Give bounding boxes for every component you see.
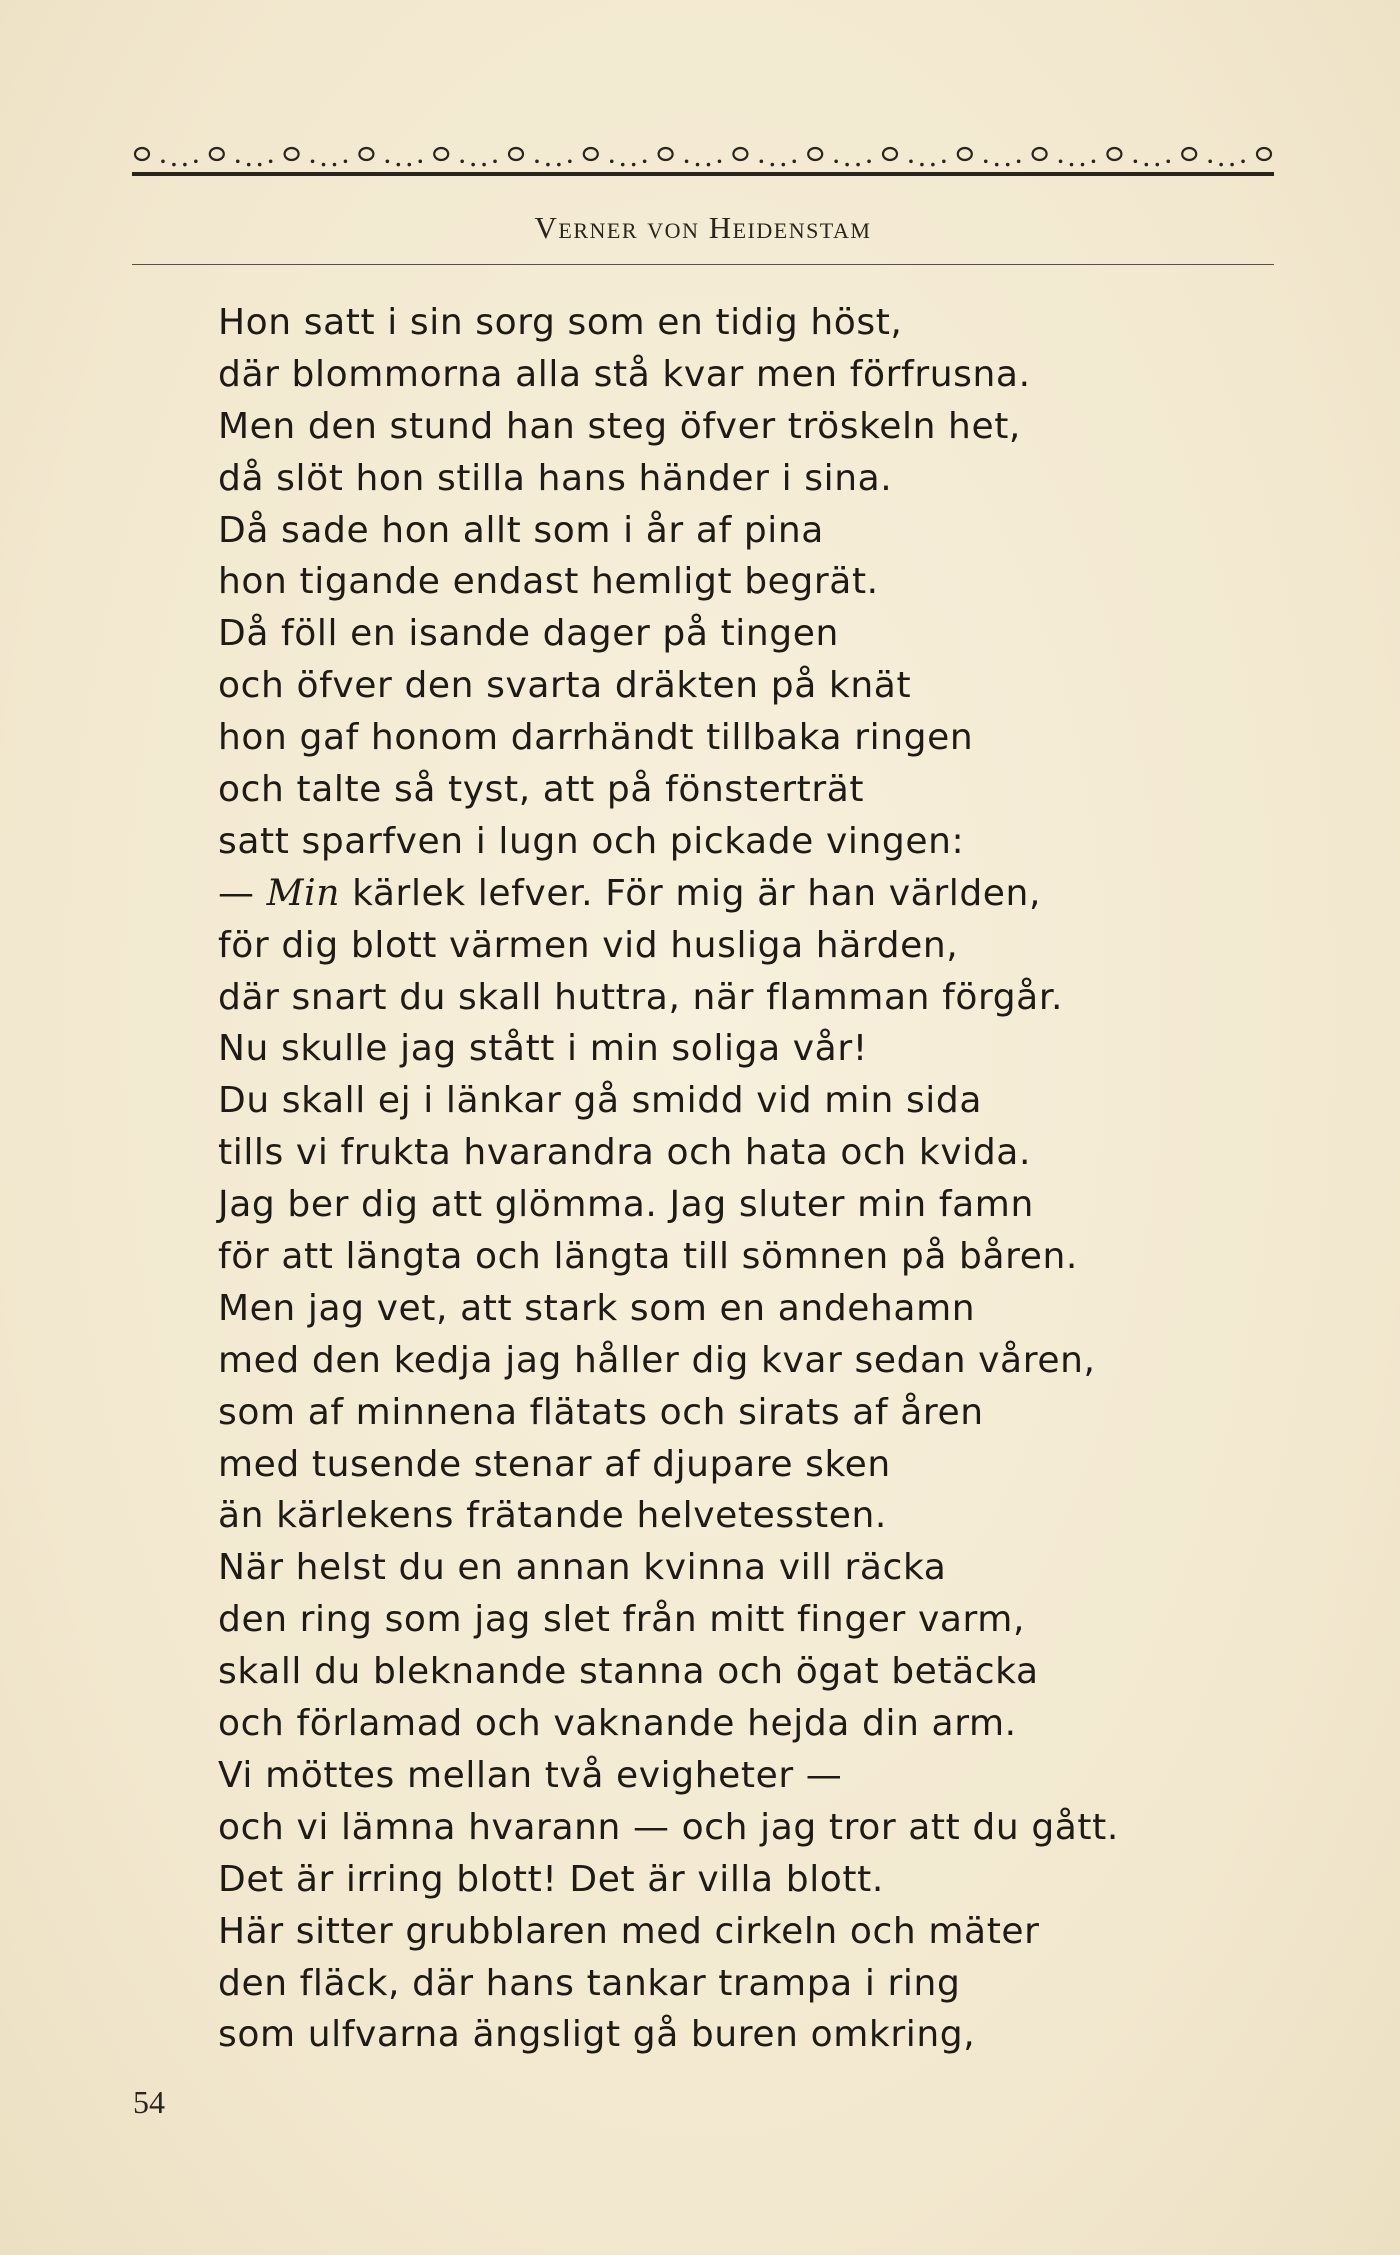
ornament-dot xyxy=(269,159,273,163)
ornament-dot xyxy=(931,163,935,167)
poem-line: den ring som jag slet från mitt finger varm, xyxy=(218,1599,1026,1641)
italic-word: Min xyxy=(266,872,341,914)
speech-line-text: kärlek lefver. För mig är han världen, xyxy=(352,872,1041,914)
ornament-dot xyxy=(942,159,946,163)
ornament-dot xyxy=(418,159,422,163)
poem-line: för att längta och längta till sömnen på båren. xyxy=(218,1236,1078,1278)
ornament-ring xyxy=(1182,148,1196,160)
ornament-dot xyxy=(1241,159,1245,163)
ornament-dot xyxy=(995,163,999,167)
page-number: 54 xyxy=(133,2084,165,2120)
ornament-dot xyxy=(834,159,838,163)
ornament-dot xyxy=(482,163,486,167)
ornament-dot xyxy=(1134,159,1138,163)
poem-line: Men den stund han steg öfver tröskeln het, xyxy=(218,405,1021,447)
ornament-dot xyxy=(792,159,796,163)
ornament-dot xyxy=(460,159,464,163)
poem-line: satt sparfven i lugn och pickade vingen: xyxy=(218,820,965,862)
ornament-ring xyxy=(733,148,747,160)
ornament-dot xyxy=(1059,159,1063,163)
ornament-ring xyxy=(1107,148,1121,160)
ornament-dot xyxy=(546,163,550,167)
ornament-dot xyxy=(568,159,572,163)
ornament-dot xyxy=(493,159,497,163)
ornament-dot xyxy=(621,163,625,167)
ornament-dot xyxy=(333,163,337,167)
ornament-dot xyxy=(1145,163,1149,167)
ornament-dot xyxy=(643,159,647,163)
poem-line: Det är irring blott! Det är villa blott. xyxy=(218,1858,884,1900)
poem-line: och talte så tyst, att på fönsterträt xyxy=(218,769,865,811)
running-head-text: Verner von Heidenstam xyxy=(534,210,872,245)
ornament-ring xyxy=(659,148,673,160)
ornament-ring xyxy=(359,148,373,160)
ornament-ring xyxy=(285,148,299,160)
poem-body xyxy=(218,297,1218,2061)
decorative-ornament-border xyxy=(128,132,1278,182)
ornament-dot xyxy=(386,159,390,163)
ornament-dot xyxy=(471,163,475,167)
poem-line: för dig blott värmen vid husliga härden, xyxy=(218,924,959,966)
poem-line: Men jag vet, att stark som en andehamn xyxy=(218,1287,976,1329)
ornament-dot xyxy=(696,163,700,167)
ornament-dot xyxy=(172,163,176,167)
ornament-dot xyxy=(183,163,187,167)
poem-line: då slöt hon stilla hans händer i sina. xyxy=(218,457,893,499)
ornament-dot xyxy=(781,163,785,167)
ornament-dot xyxy=(771,163,775,167)
ornament-dot xyxy=(1092,159,1096,163)
ornament-ring xyxy=(958,148,972,160)
poem-line: Här sitter grubblaren med cirkeln och mäter xyxy=(218,1910,1040,1952)
poem-line: Nu skulle jag stått i min soliga vår! xyxy=(218,1028,868,1070)
ornament-dot xyxy=(1070,163,1074,167)
ornament-dot xyxy=(322,163,326,167)
ornament-dot xyxy=(247,163,251,167)
ornament-dot xyxy=(867,159,871,163)
ornament-dot xyxy=(1081,163,1085,167)
ornament-dot xyxy=(1166,159,1170,163)
ornament-dot xyxy=(909,159,913,163)
ornament-dot xyxy=(1006,163,1010,167)
ornament-ring xyxy=(509,148,523,160)
poem-line: och förlamad och vaknande hejda din arm. xyxy=(218,1703,1017,1745)
ornament-ring xyxy=(883,148,897,160)
ornament-dot xyxy=(1208,159,1212,163)
poem-line: Då sade hon allt som i år af pina xyxy=(218,509,824,551)
ornament-dot xyxy=(632,163,636,167)
poem-line: skall du bleknande stanna och ögat betäcka xyxy=(218,1651,1039,1693)
ornament-dot xyxy=(760,159,764,163)
ornament-dot xyxy=(845,163,849,167)
ornament-dot xyxy=(344,159,348,163)
em-dash: — xyxy=(218,872,255,914)
poem-line: med den kedja jag håller dig kvar sedan våren, xyxy=(218,1339,1096,1381)
poem-line: Du skall ej i länkar gå smidd vid min sida xyxy=(218,1080,983,1122)
poem-line-speech-start xyxy=(218,868,1218,920)
ornament-dot xyxy=(984,159,988,163)
ornament-dot xyxy=(161,159,165,163)
poem-line: hon tigande endast hemligt begrät. xyxy=(218,561,879,603)
ornament-ring xyxy=(584,148,598,160)
running-head xyxy=(132,210,1274,246)
poem-line: Vi möttes mellan två evigheter — xyxy=(218,1754,843,1796)
ornament-ring xyxy=(1257,148,1271,160)
ornament-dot xyxy=(685,159,689,163)
ornament-dot xyxy=(311,159,315,163)
ornament-dot xyxy=(856,163,860,167)
poem-line: hon gaf honom darrhändt tillbaka ringen xyxy=(218,717,974,759)
poem-line: och vi lämna hvarann — och jag tror att du gått. xyxy=(218,1806,1119,1848)
poem-line: Hon satt i sin sorg som en tidig höst, xyxy=(218,302,903,343)
ornament-dot xyxy=(258,163,262,167)
poem-line: än kärlekens frätande helvetessten. xyxy=(218,1495,887,1537)
poem-line: med tusende stenar af djupare sken xyxy=(218,1443,891,1485)
poem-line: där snart du skall huttra, när flamman förgår. xyxy=(218,976,1063,1018)
poem-line: som af minnena flätats och sirats af åren xyxy=(218,1391,984,1433)
ornament-dot xyxy=(1230,163,1234,167)
poem-line: Jag ber dig att glömma. Jag sluter min famn xyxy=(218,1184,1034,1226)
ornament-dot xyxy=(718,159,722,163)
ornament-dot xyxy=(1155,163,1159,167)
ornament-dot xyxy=(707,163,711,167)
header-rule xyxy=(132,264,1274,265)
ornament-dot xyxy=(920,163,924,167)
ornament-ring xyxy=(808,148,822,160)
ornament-rule xyxy=(132,172,1274,176)
poem-line: där blommorna alla stå kvar men förfrusna. xyxy=(218,353,1031,395)
ornament-dot xyxy=(236,159,240,163)
ornament-dot xyxy=(535,159,539,163)
ornament-ring xyxy=(135,148,149,160)
ornament-ring xyxy=(210,148,224,160)
ornament-dot xyxy=(1017,159,1021,163)
ornament-ring xyxy=(434,148,448,160)
ornament-dot xyxy=(1219,163,1223,167)
poem-line: tills vi frukta hvarandra och hata och kvida. xyxy=(218,1132,1032,1174)
ornament-dot xyxy=(610,159,614,163)
poem-line: och öfver den svarta dräkten på knät xyxy=(218,665,912,707)
ornament-ring xyxy=(1033,148,1047,160)
ornament-dot xyxy=(557,163,561,167)
poem-line: som ulfvarna ängsligt gå buren omkring, xyxy=(218,2014,976,2056)
poem-line: När helst du en annan kvinna vill räcka xyxy=(218,1547,947,1589)
ornament-dot xyxy=(397,163,401,167)
ornament-dot xyxy=(194,159,198,163)
ornament-dot xyxy=(407,163,411,167)
poem-line: Då föll en isande dager på tingen xyxy=(218,613,839,655)
poem-line: den fläck, där hans tankar trampa i ring xyxy=(218,1962,961,2004)
